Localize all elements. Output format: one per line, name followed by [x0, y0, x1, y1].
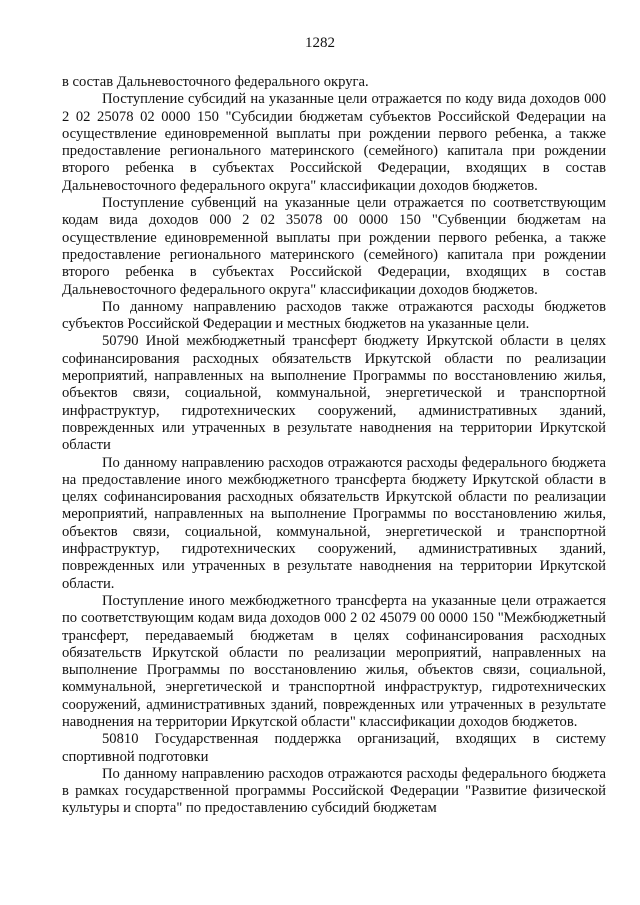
- paragraph-sport-expenses: По данному направлению расходов отражаются расходы федерального бюджета в рамках государственной программы Российской Федерации "Развитие физической культуры и спорта" по предоставлению субсидий бюджетам: [62, 765, 606, 817]
- paragraph-code-50790: 50790 Иной межбюджетный трансферт бюджету Иркутской области в целях софинансирования расходных обязательств Иркутской области по реализации мероприятий, направленных на выполнение Программы по восстановлению жилья, объектов связи, социальной, коммунальной, энергетической и транспортной инфраструктур, гидротехнических сооружений, административных зданий, поврежденных или утраченных в результате наводнения на территории Иркутской области: [62, 333, 606, 454]
- paragraph-transfer-income: Поступление иного межбюджетного трансферта на указанные цели отражается по соответствующим кодам вида доходов 000 2 02 45079 00 0000 150 "Межбюджетный трансферт, передаваемый бюджетам в целях софинансирования расходных обязательств Иркутской области по реализации мероприятий, направленных на выполнение Программы по восстановлению жилья, объектов связи, социальной, коммунальной, энергетической и транспортной инфраструктур, гидротехнических сооружений, административных зданий, поврежденных или утраченных в результате наводнения на территории Иркутской области" классификации доходов бюджетов.: [62, 592, 606, 730]
- paragraph-continuation: в состав Дальневосточного федерального округа.: [62, 74, 369, 90]
- paragraph-code-50810: 50810 Государственная поддержка организаций, входящих в систему спортивной подготовки: [62, 731, 606, 765]
- page-number: 1282: [305, 35, 335, 51]
- paragraph-subventions-income: Поступление субвенций на указанные цели отражается по соответствующим кодам вида доходов 000 2 02 35078 00 0000 150 "Субвенции бюджетам на осуществление единовременной выплаты при рождении первого ребенка, а также предоставление регионального материнского (семейного) капитала при рождении второго ребенка в субъектах Российской Федерации, входящих в состав Дальневосточного федерального округа" классификации доходов бюджетов.: [62, 195, 606, 298]
- paragraph-regional-expenses: По данному направлению расходов также отражаются расходы бюджетов субъектов Российской Федерации и местных бюджетов на указанные цели.: [62, 298, 606, 333]
- paragraph-federal-expenses: По данному направлению расходов отражаются расходы федерального бюджета на предоставление иного межбюджетного трансферта бюджету Иркутской области в целях софинансирования расходных обязательств Иркутской области по реализации мероприятий, направленных на выполнение Программы по восстановлению жилья, объектов связи, социальной, коммунальной, энергетической и транспортной инфраструктур, гидротехнических сооружений, административных зданий, поврежденных или утраченных в результате наводнения на территории Иркутской области.: [62, 454, 606, 592]
- paragraph-subsidies-income: Поступление субсидий на указанные цели отражается по коду вида доходов 000 2 02 25078 02 0000 150 "Субсидии бюджетам субъектов Российской Федерации на осуществление единовременной выплаты при рождении первого ребенка, а также предоставление регионального материнского (семейного) капитала при рождении второго ребенка в субъектах Российской Федерации, входящих в состав Дальневосточного федерального округа" классификации доходов бюджетов.: [62, 91, 606, 194]
- document-body: [62, 74, 606, 818]
